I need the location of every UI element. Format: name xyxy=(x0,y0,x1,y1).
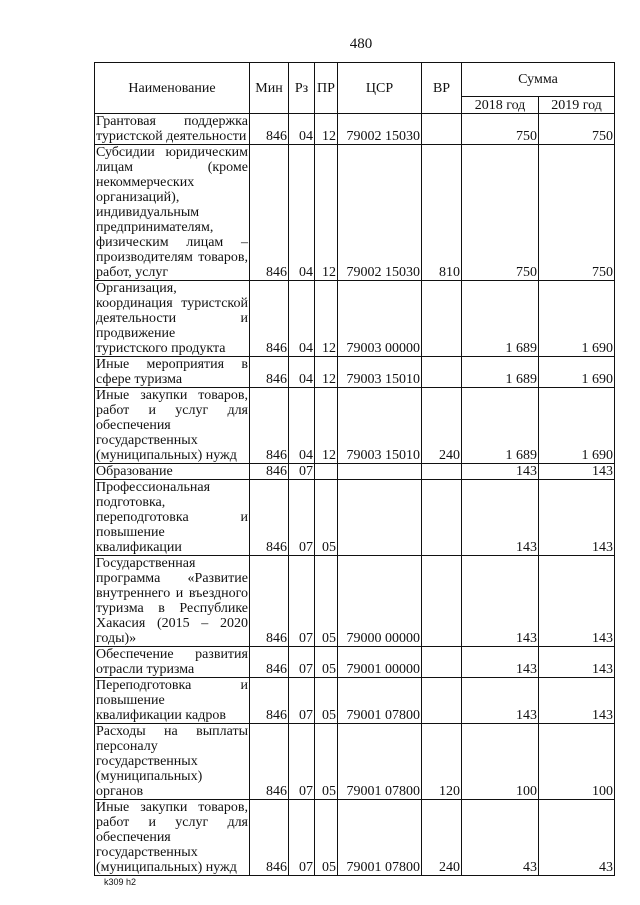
cell-rz: 07 xyxy=(289,724,315,800)
cell-min: 846 xyxy=(250,114,289,145)
cell-y2018: 143 xyxy=(462,678,539,724)
cell-min: 846 xyxy=(250,145,289,281)
header-name: Наименование xyxy=(95,63,250,114)
table-row xyxy=(95,678,615,724)
cell-name: Субсидии юридическим лицам (кроме некоммерческих организаций), индивидуальным предпринимателям, физическим лицам – производителям товаров, работ, услуг xyxy=(96,145,248,280)
cell-min: 846 xyxy=(250,647,289,678)
footer-code: k309 h2 xyxy=(104,877,137,887)
header-min: Мин xyxy=(250,63,289,114)
table-row xyxy=(95,556,615,647)
table-row xyxy=(95,800,615,876)
cell-vr xyxy=(422,357,462,388)
cell-pr: 05 xyxy=(315,724,338,800)
cell-rz: 04 xyxy=(289,145,315,281)
cell-csr: 79003 15010 xyxy=(338,357,422,388)
header-year-2018: 2018 год xyxy=(462,97,539,114)
cell-y2018: 1 689 xyxy=(462,357,539,388)
cell-y2018: 1 689 xyxy=(462,388,539,464)
cell-csr: 79000 00000 xyxy=(338,556,422,647)
cell-pr: 05 xyxy=(315,647,338,678)
cell-y2018: 143 xyxy=(462,480,539,556)
header-pr: ПР xyxy=(315,63,338,114)
cell-rz: 07 xyxy=(289,678,315,724)
cell-csr: 79001 00000 xyxy=(338,647,422,678)
cell-vr xyxy=(422,556,462,647)
cell-y2019: 143 xyxy=(539,464,615,480)
cell-pr xyxy=(315,464,338,480)
cell-vr xyxy=(422,678,462,724)
cell-y2018: 750 xyxy=(462,114,539,145)
cell-csr: 79001 07800 xyxy=(338,800,422,876)
table-body xyxy=(95,114,615,876)
cell-min: 846 xyxy=(250,678,289,724)
cell-pr: 05 xyxy=(315,800,338,876)
cell-y2019: 1 690 xyxy=(539,388,615,464)
cell-pr: 05 xyxy=(315,678,338,724)
cell-rz: 07 xyxy=(289,556,315,647)
cell-y2019: 143 xyxy=(539,480,615,556)
cell-vr: 240 xyxy=(422,800,462,876)
cell-pr: 05 xyxy=(315,556,338,647)
table-row xyxy=(95,388,615,464)
cell-y2019: 750 xyxy=(539,114,615,145)
header-csr: ЦСР xyxy=(338,63,422,114)
cell-min: 846 xyxy=(250,464,289,480)
cell-vr xyxy=(422,114,462,145)
cell-y2018: 143 xyxy=(462,556,539,647)
table-row xyxy=(95,480,615,556)
cell-pr: 12 xyxy=(315,388,338,464)
cell-min: 846 xyxy=(250,800,289,876)
budget-table xyxy=(94,62,615,876)
cell-y2018: 750 xyxy=(462,145,539,281)
cell-y2019: 100 xyxy=(539,724,615,800)
header-vr: ВР xyxy=(422,63,462,114)
cell-name: Расходы на выплаты персоналу государственных (муниципальных) органов xyxy=(96,724,248,799)
cell-name: Обеспечение развития отрасли туризма xyxy=(96,647,248,677)
cell-pr: 12 xyxy=(315,357,338,388)
cell-csr: 79002 15030 xyxy=(338,114,422,145)
cell-csr xyxy=(338,464,422,480)
cell-min: 846 xyxy=(250,281,289,357)
header-rz: Рз xyxy=(289,63,315,114)
cell-rz: 07 xyxy=(289,647,315,678)
cell-name: Образование xyxy=(95,464,250,480)
cell-name: Иные закупки товаров, работ и услуг для обеспечения государственных (муниципальных) нужд xyxy=(96,388,248,463)
table-row xyxy=(95,145,615,281)
cell-rz: 07 xyxy=(289,480,315,556)
cell-y2018: 1 689 xyxy=(462,281,539,357)
cell-vr xyxy=(422,281,462,357)
cell-y2019: 143 xyxy=(539,556,615,647)
table-row xyxy=(95,281,615,357)
cell-min: 846 xyxy=(250,480,289,556)
cell-y2019: 750 xyxy=(539,145,615,281)
cell-csr: 79001 07800 xyxy=(338,724,422,800)
cell-csr: 79002 15030 xyxy=(338,145,422,281)
cell-y2019: 1 690 xyxy=(539,281,615,357)
table-row xyxy=(95,647,615,678)
cell-min: 846 xyxy=(250,556,289,647)
cell-pr: 05 xyxy=(315,480,338,556)
cell-rz: 04 xyxy=(289,388,315,464)
cell-y2019: 143 xyxy=(539,678,615,724)
cell-y2018: 100 xyxy=(462,724,539,800)
cell-rz: 04 xyxy=(289,114,315,145)
header-sum: Сумма xyxy=(462,63,615,97)
table-row xyxy=(95,114,615,145)
cell-csr: 79003 15010 xyxy=(338,388,422,464)
cell-name: Организация, координация туристской деятельности и продвижение туристского продукта xyxy=(96,281,248,356)
cell-pr: 12 xyxy=(315,145,338,281)
cell-vr: 240 xyxy=(422,388,462,464)
cell-y2019: 143 xyxy=(539,647,615,678)
cell-csr: 79003 00000 xyxy=(338,281,422,357)
table-row xyxy=(95,464,615,480)
cell-vr: 120 xyxy=(422,724,462,800)
table-row xyxy=(95,357,615,388)
cell-name: Иные мероприятия в сфере туризма xyxy=(96,357,248,387)
cell-pr: 12 xyxy=(315,281,338,357)
cell-name: Профессиональная подготовка, переподготовка и повышение квалификации xyxy=(96,480,248,555)
cell-vr xyxy=(422,480,462,556)
header-year-2019: 2019 год xyxy=(539,97,615,114)
cell-y2018: 143 xyxy=(462,464,539,480)
cell-y2019: 1 690 xyxy=(539,357,615,388)
cell-rz: 04 xyxy=(289,281,315,357)
cell-name: Государственная программа «Развитие внутреннего и въездного туризма в Республике Хакасия (2015 – 2020 годы)» xyxy=(96,556,248,646)
cell-vr xyxy=(422,647,462,678)
cell-vr: 810 xyxy=(422,145,462,281)
cell-name: Иные закупки товаров, работ и услуг для обеспечения государственных (муниципальных) нужд xyxy=(96,800,248,875)
cell-csr xyxy=(338,480,422,556)
cell-rz: 04 xyxy=(289,357,315,388)
cell-y2019: 43 xyxy=(539,800,615,876)
cell-y2018: 43 xyxy=(462,800,539,876)
cell-vr xyxy=(422,464,462,480)
page-number: 480 xyxy=(349,36,373,52)
cell-name: Грантовая поддержка туристской деятельности xyxy=(96,114,248,144)
cell-y2018: 143 xyxy=(462,647,539,678)
cell-min: 846 xyxy=(250,724,289,800)
cell-rz: 07 xyxy=(289,800,315,876)
cell-min: 846 xyxy=(250,388,289,464)
cell-min: 846 xyxy=(250,357,289,388)
cell-name: Переподготовка и повышение квалификации кадров xyxy=(96,678,248,723)
cell-rz: 07 xyxy=(289,464,315,480)
table-row xyxy=(95,724,615,800)
cell-csr: 79001 07800 xyxy=(338,678,422,724)
cell-pr: 12 xyxy=(315,114,338,145)
